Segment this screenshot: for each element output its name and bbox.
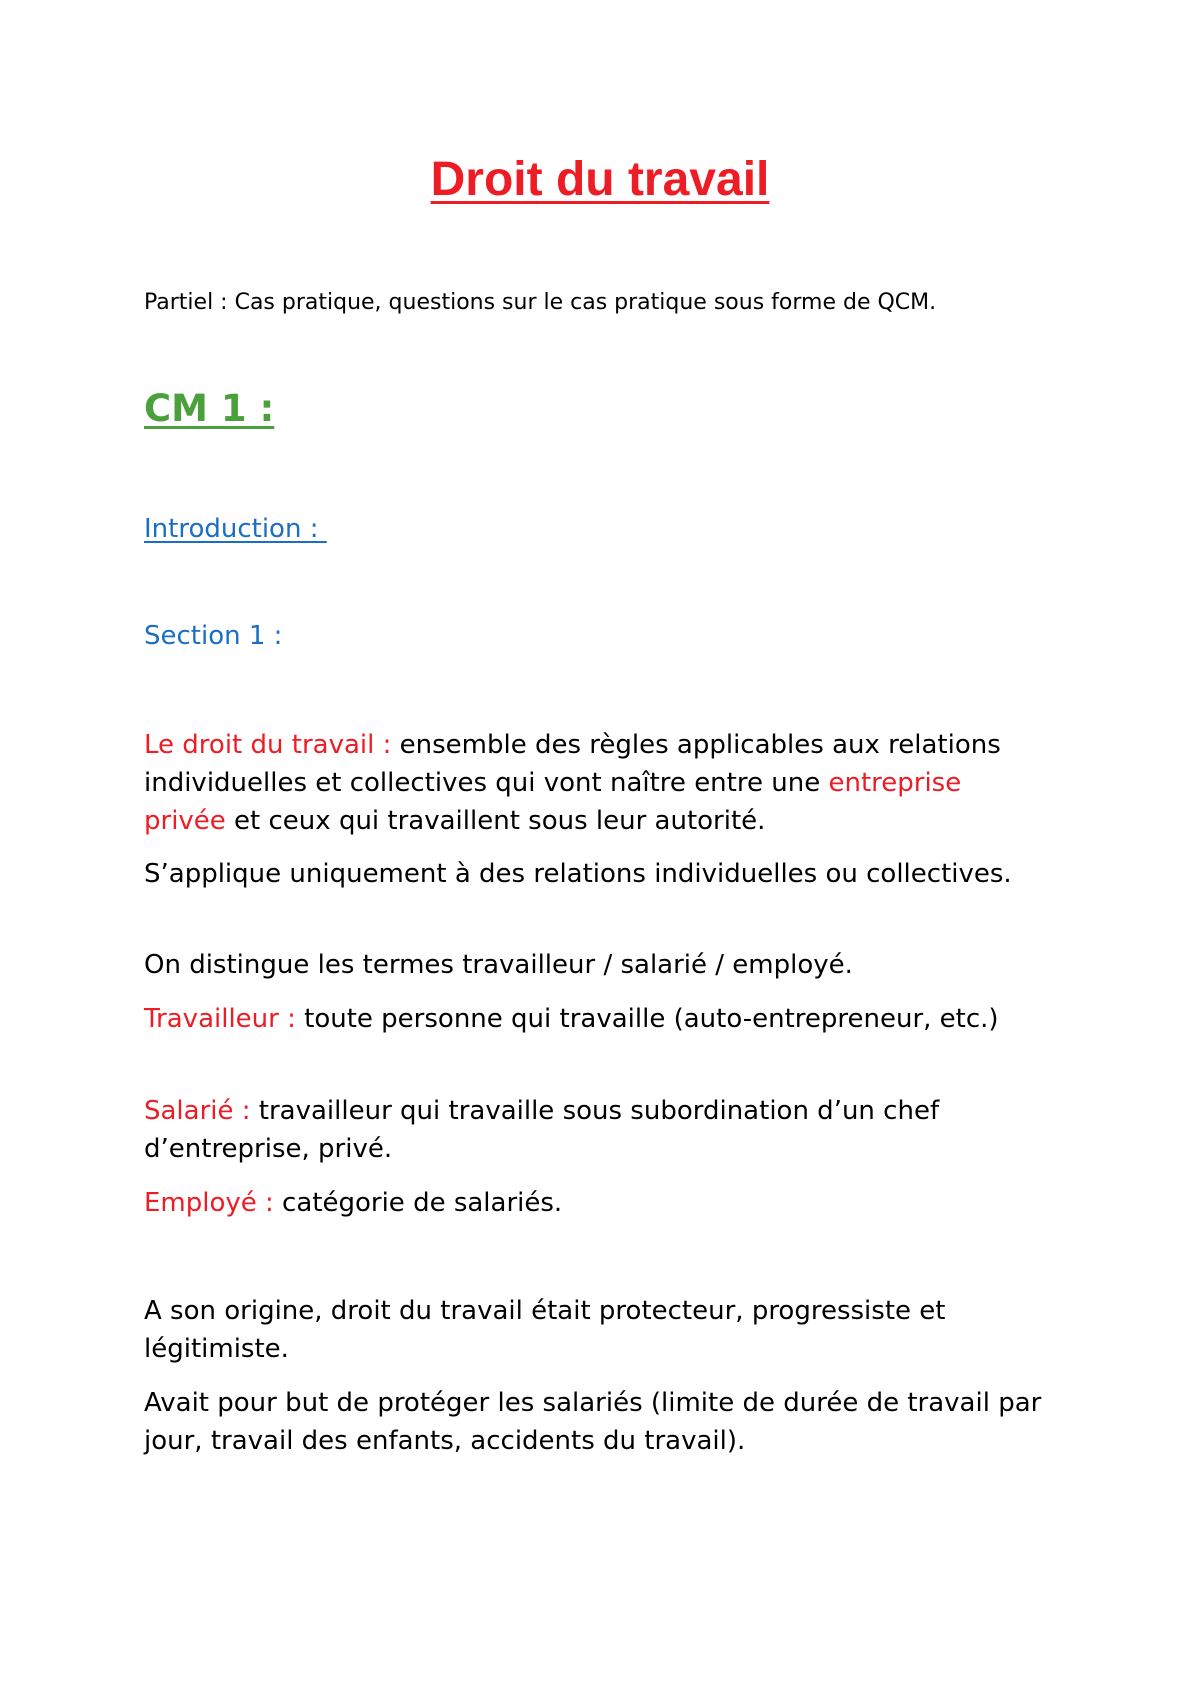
term-droit-du-travail: Le droit du travail : <box>144 730 392 760</box>
paragraph-text: On distingue les termes travailleur / salarié / employé. <box>144 950 853 980</box>
term-employe: Employé : <box>144 1188 274 1218</box>
term-travailleur: Travailleur : <box>144 1004 296 1034</box>
paragraph-distinction <box>144 946 1044 984</box>
definition-text: travailleur qui travaille sous subordination d’un chef d’entreprise, privé. <box>144 1096 940 1164</box>
paragraph-salarie <box>144 1092 1044 1168</box>
exam-info-line: Partiel : Cas pratique, questions sur le cas pratique sous forme de QCM. <box>144 290 937 315</box>
paragraph-travailleur <box>144 1000 1044 1038</box>
term-salarie: Salarié : <box>144 1096 251 1126</box>
definition-text: ensemble des règles applicables aux relations individuelles et collectives qui vont naître entre une <box>144 730 1001 798</box>
paragraph-text: S’applique uniquement à des relations individuelles ou collectives. <box>144 859 1012 889</box>
introduction-heading: Introduction : <box>144 514 327 544</box>
paragraph-text: A son origine, droit du travail était protecteur, progressiste et légitimiste. <box>144 1296 946 1364</box>
definition-text: catégorie de salariés. <box>273 1188 563 1218</box>
paragraph-text: Avait pour but de protéger les salariés (limite de durée de travail par jour, travail des enfants, accidents du travail). <box>144 1388 1042 1456</box>
paragraph-employe <box>144 1184 1044 1222</box>
paragraph-but <box>144 1384 1044 1460</box>
definition-text: toute personne qui travaille (auto-entrepreneur, etc.) <box>295 1004 999 1034</box>
section-heading: Section 1 : <box>144 621 283 651</box>
cm-heading: CM 1 : <box>144 387 275 430</box>
document-title: Droit du travail <box>430 153 770 206</box>
paragraph-origine <box>144 1292 1044 1368</box>
definition-text-end: et ceux qui travaillent sous leur autorité. <box>225 806 766 836</box>
term-entreprise-privee: entreprise privée <box>144 768 962 836</box>
paragraph-definition-droit-du-travail <box>144 726 1044 840</box>
paragraph-application <box>144 855 1044 893</box>
